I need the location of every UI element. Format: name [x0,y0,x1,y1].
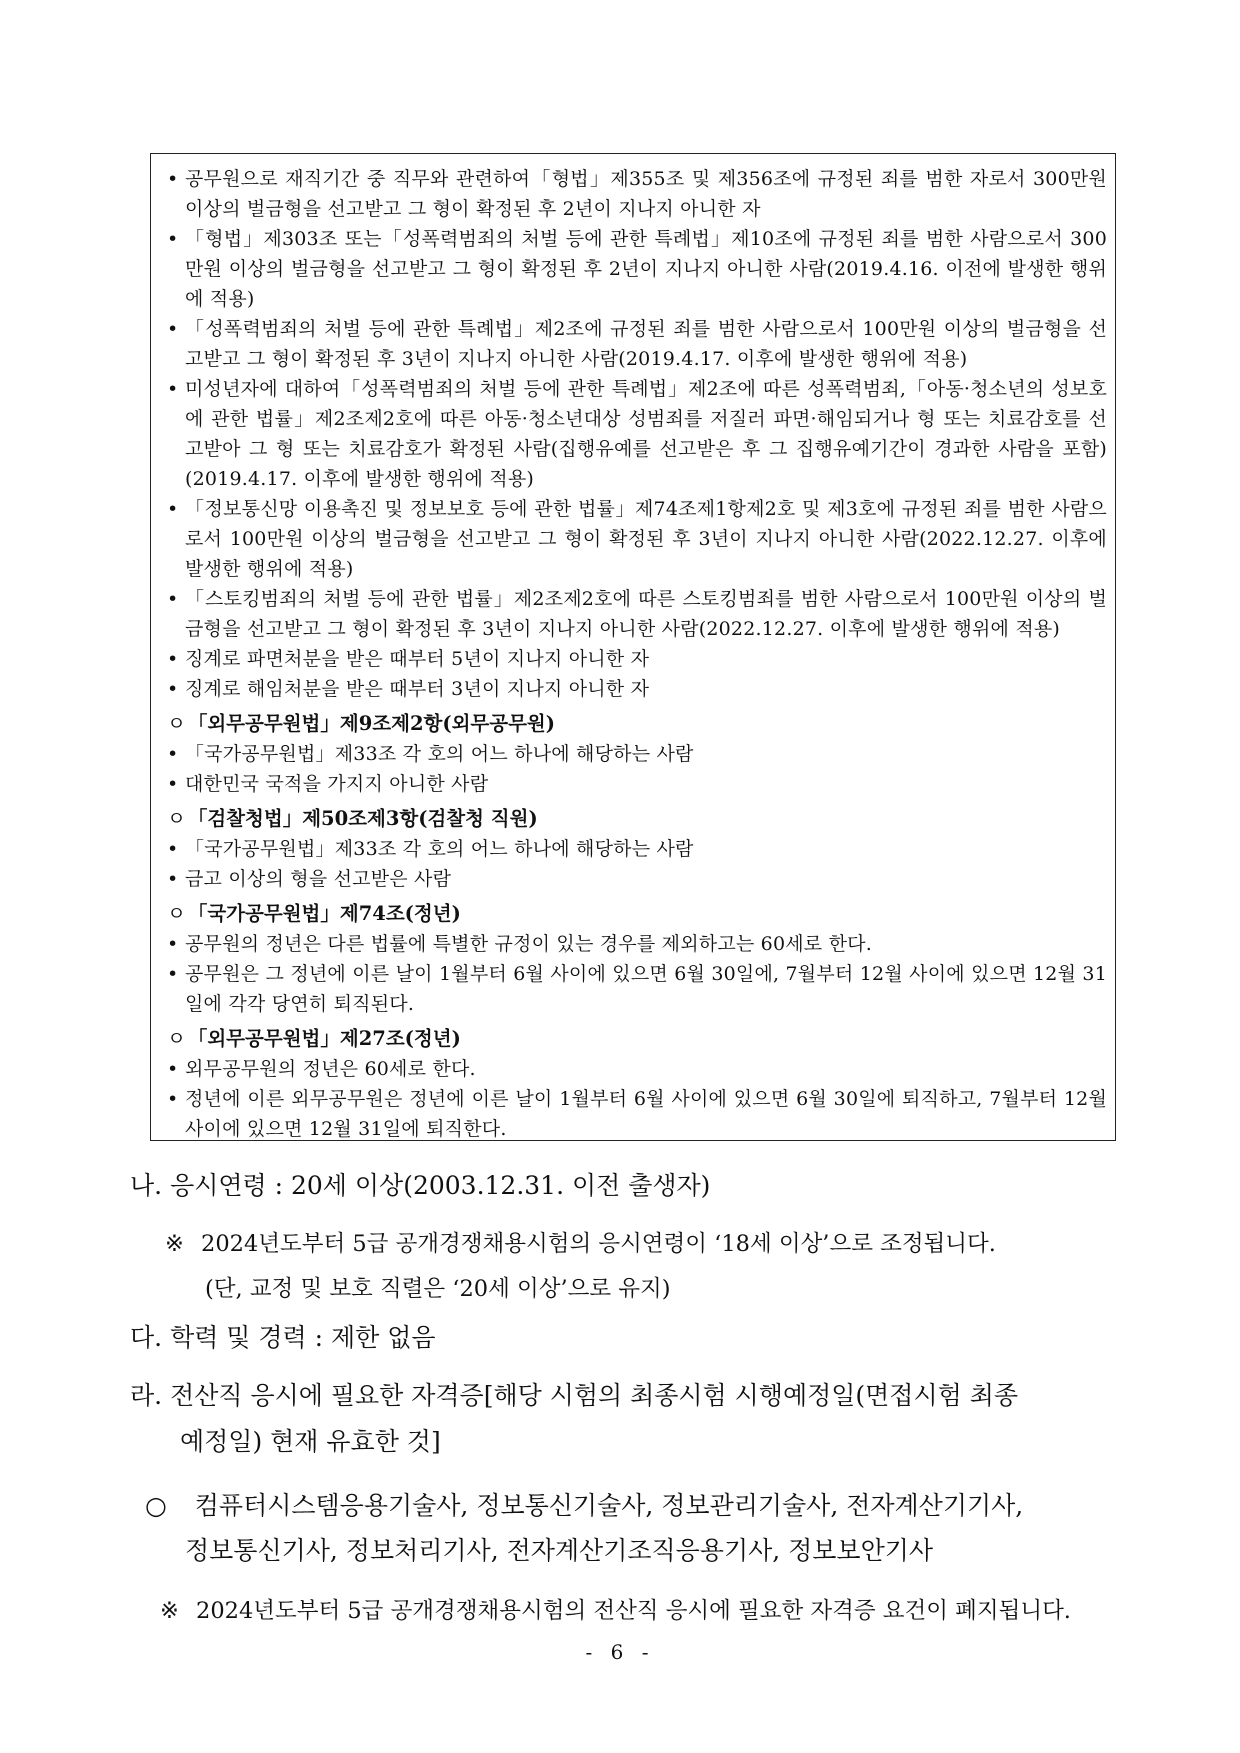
bullet-marker: • [167,868,179,890]
bullet-marker: • [167,648,179,670]
bullet-item [167,929,1107,959]
bullet-item [167,739,1107,769]
heading-marker: ㅇ [167,807,186,830]
bullet-text: 「국가공무원법」제33조 각 호의 어느 하나에 해당하는 사람 [185,838,694,860]
age-note-line-2: (단, 교정 및 보호 직렬은 ‘20세 이상’으로 유지) [205,1276,671,1302]
bullet-item [167,674,1107,704]
bullet-text: 공무원으로 재직기간 중 직무와 관련하여「형법」제355조 및 제356조에 규정된 죄를 범한 자로서 300만원 이상의 벌금형을 선고받고 그 형이 확정된 후 2년이 지나지 아니한 자 [185,168,1107,220]
heading-text: 「외무공무원법」제27조(정년) [187,1027,461,1050]
section-education [130,1315,1130,1361]
bullet-text: 「스토킹범죄의 처벌 등에 관한 법률」제2조제2호에 따른 스토킹범죄를 범한 사람으로서 100만원 이상의 벌금형을 선고받고 그 형이 확정된 후 3년이 지나지 아니한 사람(2022.12.27. 이후에 발생한 행위에 적용) [185,588,1107,640]
bullet-text: 징계로 파면처분을 받은 때부터 5년이 지나지 아니한 자 [185,648,650,670]
bullet-item [167,224,1107,314]
bullet-marker: • [167,228,179,250]
heading-marker: ㅇ [167,712,186,735]
bullet-marker: • [167,1058,179,1080]
bullet-text: 공무원은 그 정년에 이른 날이 1월부터 6월 사이에 있으면 6월 30일에, 7월부터 12월 사이에 있으면 12월 31일에 각각 당연히 퇴직된다. [185,963,1107,1015]
page-number: - 6 - [585,1640,655,1664]
bullet-item [167,834,1107,864]
heading-marker: ㅇ [167,1027,186,1050]
heading-marker: ㅇ [167,902,186,925]
bullet-item [167,1084,1107,1144]
bullet-marker: • [167,588,179,610]
bullet-marker: • [167,773,179,795]
section-age [130,1163,1130,1209]
section-text-line-1: 전산직 응시에 필요한 자격증[해당 시험의 최종시험 시행예정일(면접시험 최종 [170,1381,1018,1410]
bullet-item [167,769,1107,799]
bullet-text: 「성폭력범죄의 처벌 등에 관한 특례법」제2조에 규정된 죄를 범한 사람으로서 100만원 이상의 벌금형을 선고받고 그 형이 확정된 후 3년이 지나지 아니한 사람(2019.4.17. 이후에 발생한 행위에 적용) [185,318,1107,370]
bullet-marker: • [167,838,179,860]
cert-list-text-1: 컴퓨터시스템응용기술사, 정보통신기술사, 정보관리기술사, 전자계산기기사, [194,1491,1024,1520]
cert-list-line-2: 정보통신기사, 정보처리기사, 전자계산기조직응용기사, 정보보안기사 [185,1536,934,1565]
section-certificate [130,1373,1130,1419]
bullet-item [167,959,1107,1019]
bullet-item [167,1054,1107,1084]
bullet-text: 금고 이상의 형을 선고받은 사람 [185,868,452,890]
bullet-marker: • [167,678,179,700]
bullet-text: 「형법」제303조 또는「성폭력범죄의 처벌 등에 관한 특례법」제10조에 규정된 죄를 범한 사람으로서 300만원 이상의 벌금형을 선고받고 그 형이 확정된 후 2년이 지나지 아니한 사람(2019.4.16. 이전에 발생한 행위에 적용) [185,228,1107,310]
section-certificate-line-2: 예정일) 현재 유효한 것] [180,1427,441,1456]
law-heading [167,1023,1107,1054]
bullet-marker: • [167,743,179,765]
bullet-item [167,864,1107,894]
bullet-text: 「정보통신망 이용촉진 및 정보보호 등에 관한 법률」제74조제1항제2호 및 제3호에 규정된 죄를 범한 사람으로서 100만원 이상의 벌금형을 선고받고 그 형이 확정된 후 3년이 지나지 아니한 사람(2022.12.27. 이후에 발생한 행위에 적용) [185,498,1107,580]
section-label: 다. [130,1323,163,1352]
section-text: 응시연령 : 20세 이상(2003.12.31. 이전 출생자) [170,1171,711,1200]
bullet-marker: • [167,933,179,955]
heading-text: 「국가공무원법」제74조(정년) [187,902,461,925]
bullet-item [167,584,1107,644]
cert-note-text: 2024년도부터 5급 공개경쟁채용시험의 전산직 응시에 필요한 자격증 요건이 폐지됩니다. [196,1598,1071,1624]
bullet-marker: • [167,1088,179,1110]
bullet-text: 「국가공무원법」제33조 각 호의 어느 하나에 해당하는 사람 [185,743,694,765]
bullet-text: 정년에 이른 외무공무원은 정년에 이른 날이 1월부터 6월 사이에 있으면 6월 30일에 퇴직하고, 7월부터 12월 사이에 있으면 12월 31일에 퇴직한다. [185,1088,1107,1140]
note-line-1: 2024년도부터 5급 공개경쟁채용시험의 응시연령이 ‘18세 이상’으로 조정됩니다. [201,1231,996,1257]
bullet-marker: • [167,963,179,985]
bullet-item [167,314,1107,374]
bullet-item [167,374,1107,494]
note-mark: ※ [165,1231,184,1257]
section-text: 학력 및 경력 : 제한 없음 [170,1323,436,1352]
heading-text: 「검찰청법」제50조제3항(검찰청 직원) [187,807,538,830]
law-heading [167,803,1107,834]
note-mark: ※ [160,1598,179,1624]
bullet-marker: • [167,168,179,190]
law-heading [167,898,1107,929]
bullet-marker: • [167,318,179,340]
law-heading [167,708,1107,739]
section-label: 라. [130,1381,163,1410]
bullet-item [167,164,1107,224]
heading-text: 「외무공무원법」제9조제2항(외무공무원) [187,712,555,735]
qualification-box [150,153,1116,1141]
cert-list-line-1 [145,1483,1125,1529]
bullet-item [167,494,1107,584]
cert-note [160,1590,1071,1632]
bullet-text: 공무원의 정년은 다른 법률에 특별한 규정이 있는 경우를 제외하고는 60세로 한다. [185,933,872,955]
bullet-text: 미성년자에 대하여「성폭력범죄의 처벌 등에 관한 특례법」제2조에 따른 성폭력범죄,「아동·청소년의 성보호에 관한 법률」제2조제2호에 따른 아동·청소년대상 성범죄를 저질러 파면·해임되거나 형 또는 치료감호를 선고받아 그 형 또는 치료감호가 확정된 사람(집행유예를 선고받은 후 그 집행유예기간이 경과한 사람을 포함)(2019.4.17. 이후에 발생한 행위에 적용) [185,378,1107,490]
section-label: 나. [130,1171,163,1200]
bullet-marker: • [167,498,179,520]
bullet-marker: • [167,378,179,400]
age-note [165,1223,996,1265]
bullet-text: 외무공무원의 정년은 60세로 한다. [185,1058,476,1080]
bullet-text: 대한민국 국적을 가지지 아니한 사람 [185,773,489,795]
circle-marker: ○ [145,1491,167,1520]
bullet-text: 징계로 해임처분을 받은 때부터 3년이 지나지 아니한 자 [185,678,650,700]
bullet-item [167,644,1107,674]
